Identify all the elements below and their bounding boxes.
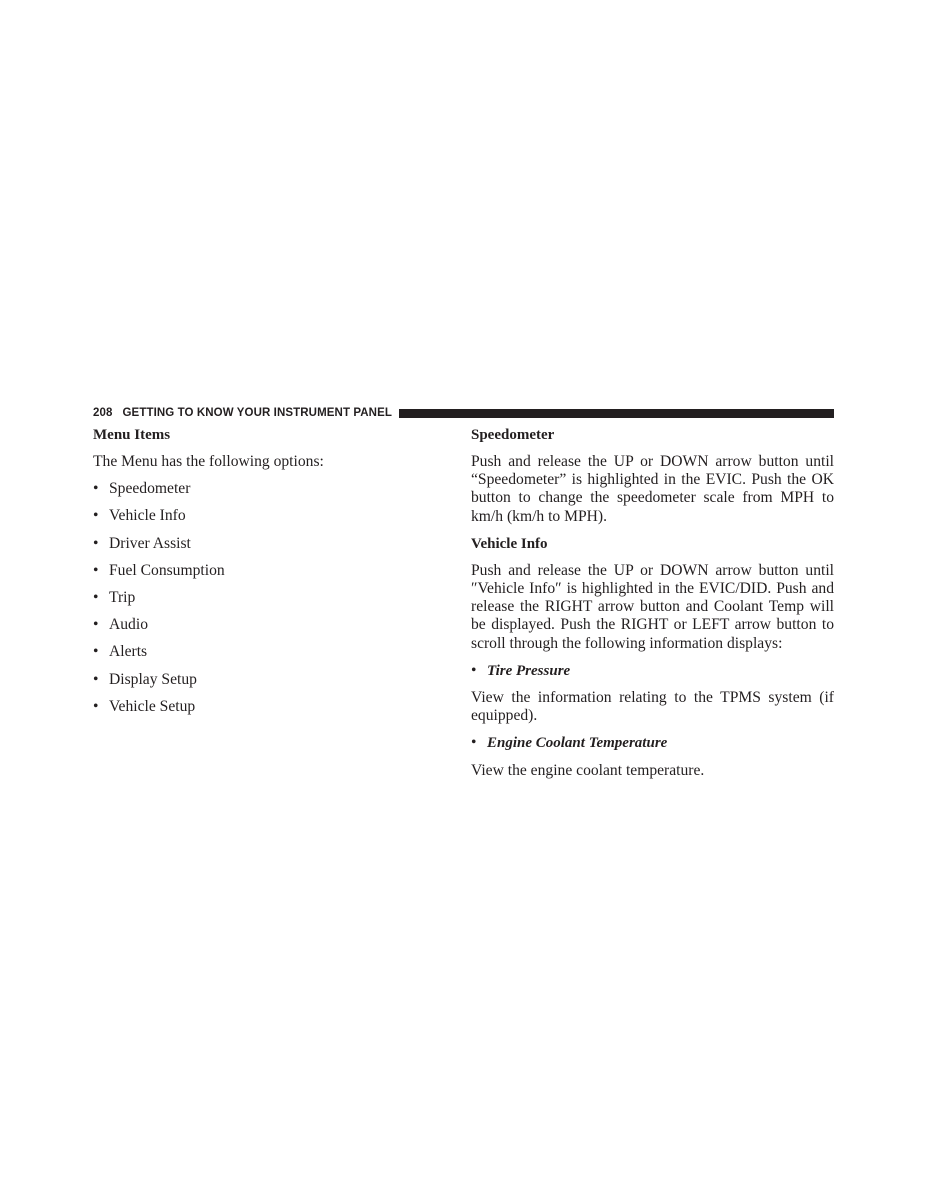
page-header bbox=[93, 405, 834, 421]
bullet-icon: • bbox=[471, 734, 477, 752]
speedometer-text: Push and release the UP or DOWN arrow button until “Speedometer” is highlighted in the EVIC. Push the OK button to change the speedometer scale from MPH to km/h (km/h to MPH). bbox=[471, 453, 834, 525]
bullet-icon: • bbox=[93, 697, 99, 715]
list-item bbox=[93, 698, 423, 716]
tire-pressure-item bbox=[471, 662, 834, 680]
list-item bbox=[93, 589, 423, 607]
vehicle-info-heading: Vehicle Info bbox=[471, 535, 548, 552]
menu-intro: The Menu has the following options: bbox=[93, 453, 324, 470]
bullet-icon: • bbox=[93, 670, 99, 688]
coolant-item bbox=[471, 734, 834, 752]
speedometer-heading: Speedometer bbox=[471, 427, 555, 443]
section-title: GETTING TO KNOW YOUR INSTRUMENT PANEL bbox=[122, 407, 392, 419]
menu-options-list bbox=[93, 480, 423, 716]
menu-option-label: Speedometer bbox=[109, 480, 191, 498]
list-item bbox=[93, 562, 423, 580]
list-item bbox=[93, 507, 423, 525]
menu-option-label: Fuel Consumption bbox=[109, 561, 225, 579]
list-item bbox=[93, 671, 423, 689]
bullet-icon: • bbox=[93, 534, 99, 552]
vehicle-info-text: Push and release the UP or DOWN arrow button until ″Vehicle Info″ is highlighted in the EVIC/DID. Push and release the RIGHT arrow button and Coolant Temp will be displayed. Push the RIGHT or LEFT arrow button to scroll through the following information displays: bbox=[471, 561, 834, 652]
list-item bbox=[93, 535, 423, 553]
menu-option-label: Driver Assist bbox=[109, 534, 191, 552]
menu-items-heading: Menu Items bbox=[93, 427, 171, 443]
list-item bbox=[93, 616, 423, 634]
menu-option-label: Alerts bbox=[109, 643, 148, 661]
bullet-icon: • bbox=[93, 616, 99, 634]
coolant-text: View the engine coolant temperature. bbox=[471, 761, 705, 779]
left-column bbox=[93, 426, 423, 725]
bullet-icon: • bbox=[471, 661, 477, 679]
menu-option-label: Audio bbox=[109, 616, 148, 634]
menu-option-label: Vehicle Info bbox=[109, 507, 186, 525]
menu-option-label: Vehicle Setup bbox=[109, 697, 196, 715]
bullet-icon: • bbox=[93, 507, 99, 525]
bullet-icon: • bbox=[93, 643, 99, 661]
menu-option-label: Trip bbox=[109, 589, 136, 607]
list-item bbox=[93, 643, 423, 661]
tire-pressure-label: Tire Pressure bbox=[487, 662, 571, 679]
bullet-icon: • bbox=[93, 589, 99, 607]
header-rule bbox=[399, 409, 834, 418]
tire-pressure-text: View the information relating to the TPMS system (if equipped). bbox=[471, 689, 834, 725]
bullet-icon: • bbox=[93, 480, 99, 498]
bullet-icon: • bbox=[93, 561, 99, 579]
list-item bbox=[93, 480, 423, 498]
coolant-label: Engine Coolant Temperature bbox=[487, 735, 668, 752]
right-column bbox=[471, 426, 834, 789]
menu-option-label: Display Setup bbox=[109, 670, 197, 688]
page-number: 208 bbox=[93, 407, 113, 419]
